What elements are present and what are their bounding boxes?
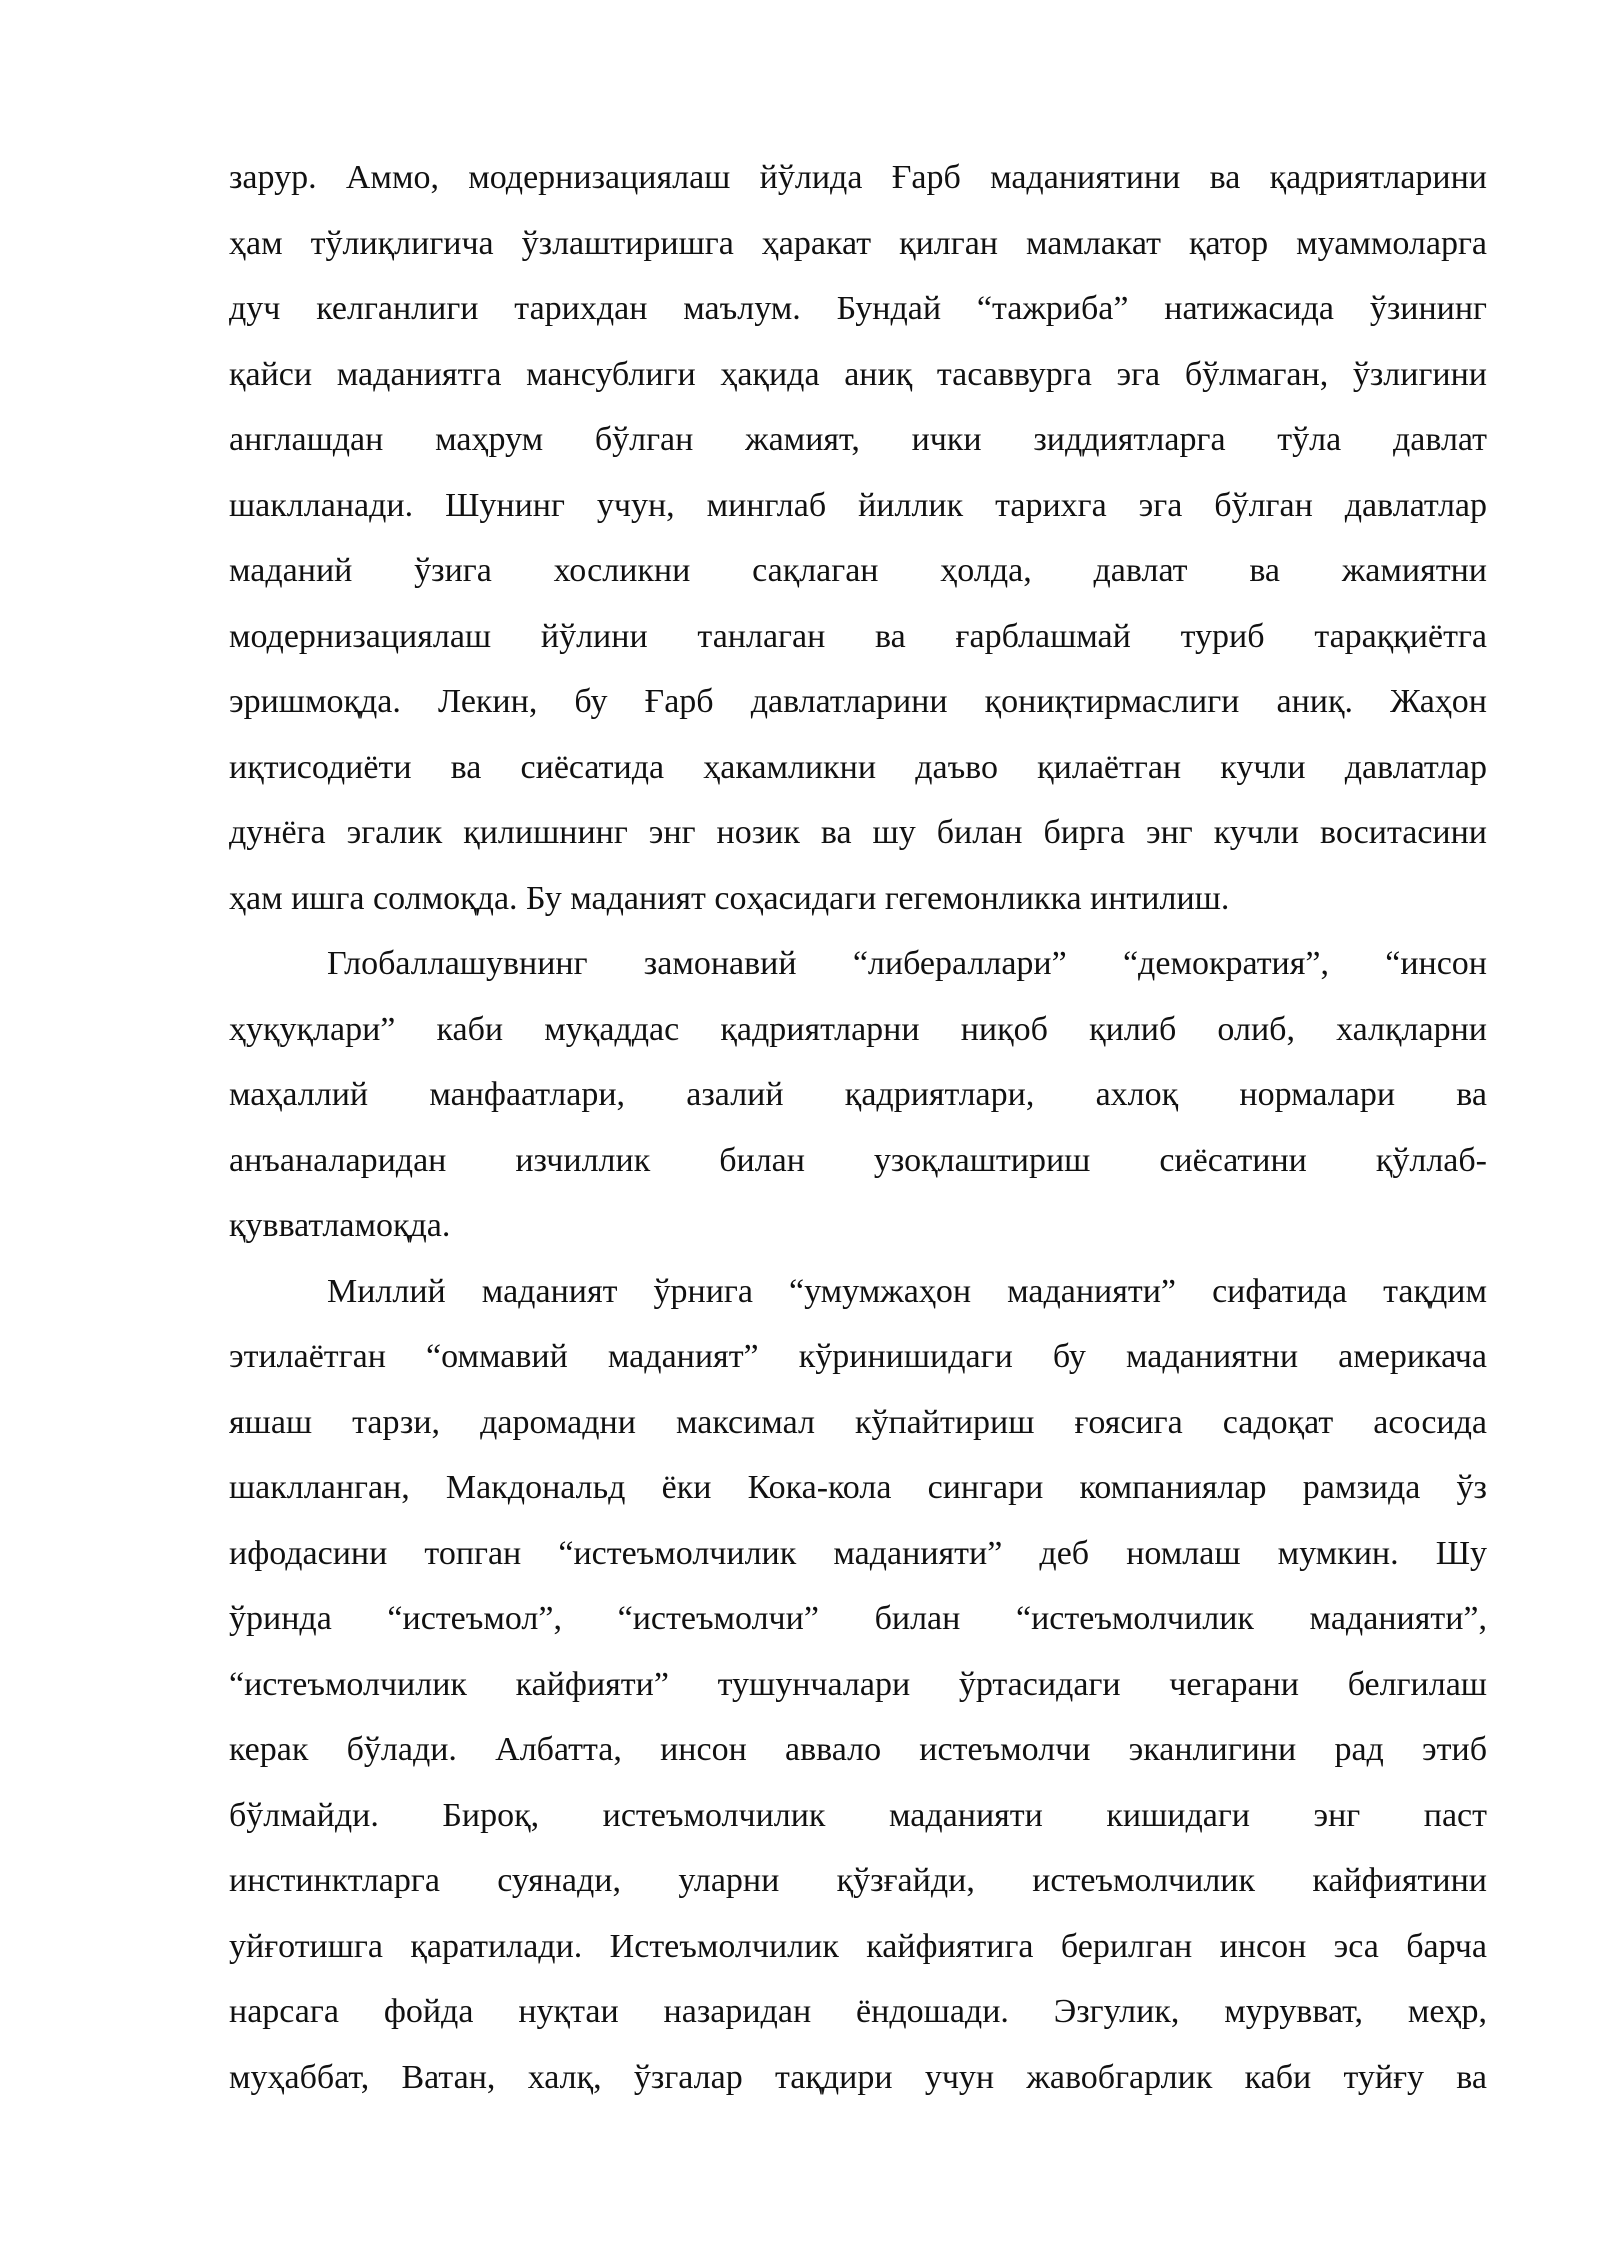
text-line: шаклланади. Шунинг учун, минглаб йиллик тарихга эга бўлган давлатлар bbox=[229, 486, 1487, 524]
text-line: керак бўлади. Албатта, инсон аввало истеъмолчи эканлигини рад этиб bbox=[229, 1731, 1487, 1768]
text-line: модернизациялаш йўлини танлаган ва ғарблашмай туриб тараққиётга bbox=[229, 617, 1487, 655]
text-line: маданий ўзига хосликни сақлаган ҳолда, давлат ва жамиятни bbox=[229, 552, 1487, 589]
text-line: шаклланган, Макдональд ёки Кока-кола сингари компаниялар рамзида ўз bbox=[229, 1469, 1487, 1506]
text-line: англашдан маҳрум бўлган жамият, ички зиддиятларга тўла давлат bbox=[229, 421, 1487, 458]
text-line: бўлмайди. Бироқ, истеъмолчилик маданияти кишидаги энг паст bbox=[229, 1796, 1487, 1834]
paragraph-1 bbox=[229, 145, 1487, 931]
text-line: “истеъмолчилик кайфияти” тушунчалари ўртасидаги чегарани белгилаш bbox=[229, 1665, 1487, 1703]
document-body bbox=[229, 145, 1487, 2110]
text-line: иқтисодиёти ва сиёсатида ҳакамликни даъво қилаётган кучли давлатлар bbox=[229, 748, 1487, 786]
text-line: яшаш тарзи, даромадни максимал кўпайтириш ғоясига садоқат асосида bbox=[229, 1403, 1487, 1441]
text-line: Миллий маданият ўрнига “умумжаҳон маданияти” сифатида тақдим bbox=[327, 1272, 1487, 1310]
text-line: инстинктларга суянади, уларни қўзғайди, истеъмолчилик кайфиятини bbox=[229, 1862, 1487, 1899]
text-line: дунёга эгалик қилишнинг энг нозик ва шу билан бирга энг кучли воситасини bbox=[229, 814, 1487, 851]
text-line: анъаналаридан изчиллик билан узоқлаштириш сиёсатини қўллаб- bbox=[229, 1141, 1487, 1179]
text-line: қувватламоқда. bbox=[229, 1207, 451, 1244]
text-line: нарсага фойда нуқтаи назаридан ёндошади. Эзгулик, мурувват, меҳр, bbox=[229, 1993, 1487, 2030]
text-line: ҳам ишга солмоқда. Бу маданият соҳасидаги гегемонликка интилиш. bbox=[229, 879, 1230, 917]
text-line: ҳуқуқлари” каби муқаддас қадриятларни ниқоб қилиб олиб, халқларни bbox=[229, 1010, 1487, 1048]
text-line: этилаётган “оммавий маданият” кўринишидаги бу маданиятни америкача bbox=[229, 1338, 1487, 1375]
text-line: ифодасини топган “истеъмолчилик маданияти” деб номлаш мумкин. Шу bbox=[229, 1534, 1487, 1572]
text-line: ўринда “истеъмол”, “истеъмолчи” билан “истеъмолчилик маданияти”, bbox=[229, 1600, 1487, 1637]
paragraph-3 bbox=[229, 1259, 1487, 2111]
text-line: ҳам тўлиқлигича ўзлаштиришга ҳаракат қилган мамлакат қатор муаммоларга bbox=[229, 224, 1487, 262]
text-line: дуч келганлиги тарихдан маълум. Бундай “тажриба” натижасида ўзининг bbox=[229, 290, 1487, 327]
text-line: маҳаллий манфаатлари, азалий қадриятлари, ахлоқ нормалари ва bbox=[229, 1076, 1487, 1113]
text-line: эришмоқда. Лекин, бу Ғарб давлатларини қониқтирмаслиги аниқ. Жаҳон bbox=[229, 683, 1487, 720]
paragraph-2 bbox=[229, 931, 1487, 1259]
text-line: зарур. Аммо, модернизациялаш йўлида Ғарб маданиятини ва қадриятларини bbox=[229, 159, 1487, 196]
text-line: уйғотишга қаратилади. Истеъмолчилик кайфиятига берилган инсон эса барча bbox=[229, 1927, 1487, 1965]
text-line: қайси маданиятга мансублиги ҳақида аниқ тасаввурга эга бўлмаган, ўзлигини bbox=[229, 355, 1487, 393]
text-line: Глобаллашувнинг замонавий “либераллари” “демократия”, “инсон bbox=[327, 945, 1487, 982]
text-line: муҳаббат, Ватан, халқ, ўзгалар тақдири учун жавобгарлик каби туйғу ва bbox=[229, 2058, 1487, 2096]
